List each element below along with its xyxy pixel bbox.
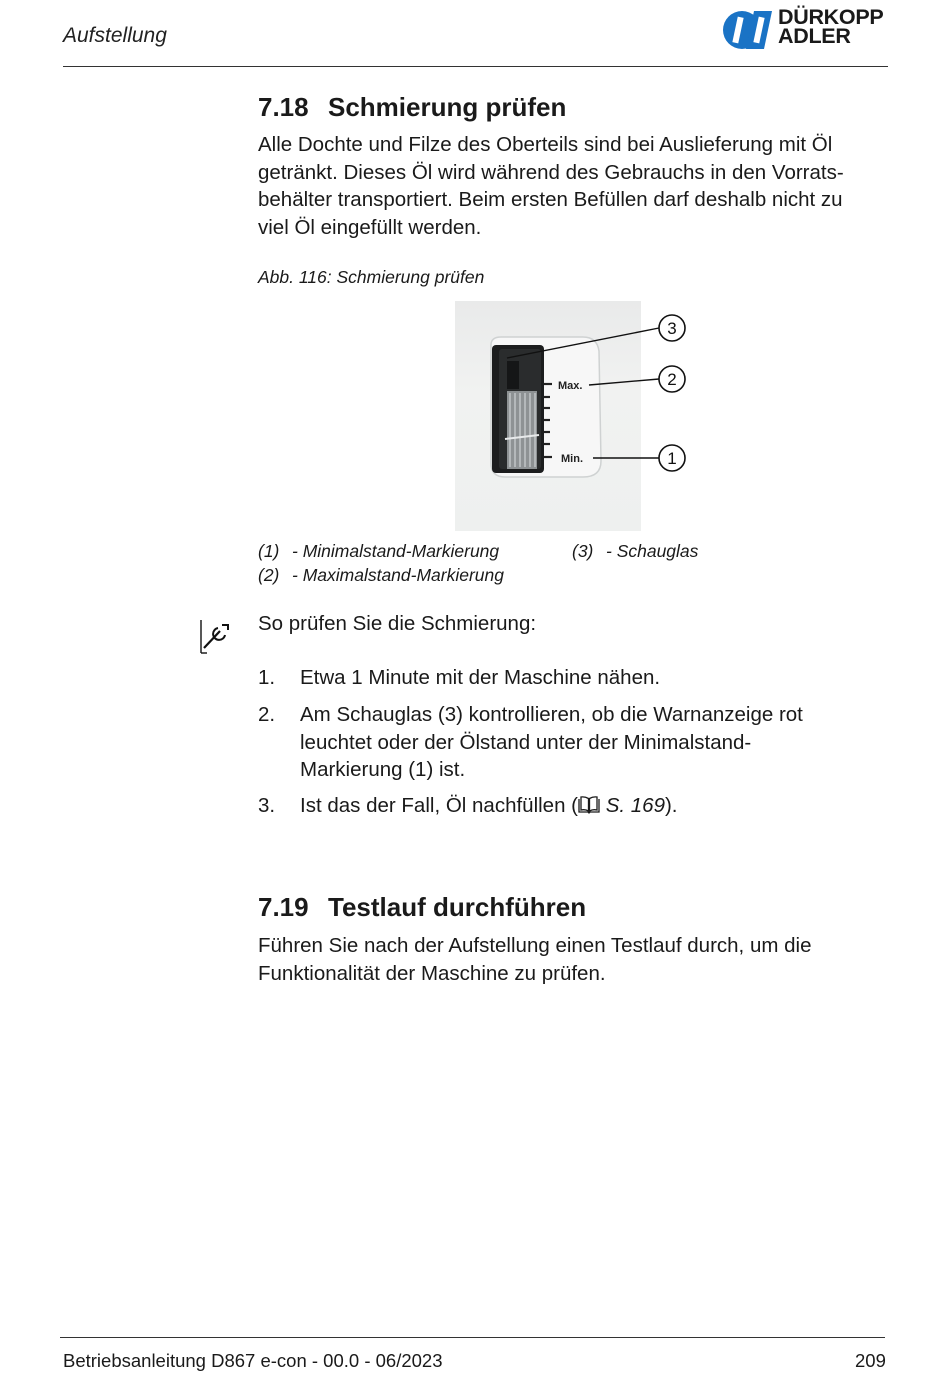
section-number: 7.18 [258, 92, 309, 122]
testlauf-paragraph [258, 932, 898, 987]
legend-text: - Schauglas [606, 541, 699, 561]
callout-1-number: 1 [667, 449, 677, 468]
step-line: Etwa 1 Minute mit der Maschine nähen. [300, 666, 661, 689]
legend-number: (1) [258, 541, 280, 561]
running-header-title: Aufstellung [63, 24, 167, 47]
callout-3-number: 3 [667, 319, 677, 338]
step-number: 2. [258, 703, 276, 726]
legend-item-1 [258, 539, 499, 563]
step-text: Ist das der Fall, Öl nachfüllen ( [300, 794, 579, 817]
legend-item-2 [258, 563, 504, 587]
list-item [258, 792, 898, 820]
legend-text: - Maximalstand-Markierung [292, 565, 505, 585]
callout-2-number: 2 [667, 370, 677, 389]
intro-paragraph [258, 131, 898, 241]
footer-rule [60, 1337, 885, 1338]
step-number: 3. [258, 794, 276, 817]
page-number: 209 [855, 1350, 886, 1371]
figure-caption: Abb. 116: Schmierung prüfen [258, 267, 485, 287]
legend-number: (2) [258, 565, 280, 585]
header-rule [63, 66, 888, 67]
section-heading-7-19 [258, 892, 586, 923]
step-number: 1. [258, 666, 276, 689]
section-title: Testlauf durchführen [328, 892, 587, 922]
paragraph-line: Alle Dochte und Filze des Oberteils sind bei Auslieferung mit Öl [258, 133, 833, 156]
instruction-intro: So prüfen Sie die Schmierung: [258, 612, 537, 635]
page-reference-link[interactable]: S. 169 [600, 794, 665, 817]
legend-number: (3) [572, 541, 594, 561]
logo-line-2: ADLER [778, 24, 851, 48]
sight-glass-photo [455, 301, 677, 531]
logo-mark-icon [722, 8, 774, 52]
paragraph-line: viel Öl eingefüllt werden. [258, 215, 482, 239]
sight-glass-illustration [455, 301, 715, 531]
step-line: Am Schauglas (3) kontrollieren, ob die Warnanzeige rot [300, 703, 803, 726]
section-number: 7.19 [258, 892, 309, 922]
paragraph-line: behälter transportiert. Beim ersten Befüllen darf deshalb nicht zu [258, 188, 843, 211]
book-icon [578, 796, 600, 814]
legend-item-3 [572, 539, 698, 563]
step-line [300, 792, 870, 820]
min-marking-label: Min. [561, 453, 583, 465]
step-line: Markierung (1) ist. [300, 758, 466, 781]
logo-line-1: DÜRKOPP [778, 5, 884, 29]
paragraph-line: Führen Sie nach der Aufstellung einen Testlauf durch, um die [258, 934, 812, 957]
section-heading-7-18 [258, 92, 566, 123]
step-line: leuchtet oder der Ölstand unter der Minimalstand- [300, 730, 752, 754]
list-item [258, 701, 898, 785]
legend-text: - Minimalstand-Markierung [292, 541, 500, 561]
footer-document-info: Betriebsanleitung D867 e-con - 00.0 - 06/2023 [63, 1350, 443, 1371]
section-title: Schmierung prüfen [328, 92, 567, 122]
wrench-icon [198, 616, 236, 654]
paragraph-line: getränkt. Dieses Öl wird während des Gebrauchs in den Vorrats- [258, 160, 844, 184]
duerkopp-adler-logo [722, 6, 892, 54]
paragraph-line: Funktionalität der Maschine zu prüfen. [258, 961, 606, 985]
step-text-suffix: ). [664, 794, 678, 817]
max-marking-label: Max. [558, 380, 583, 392]
list-item [258, 664, 898, 692]
